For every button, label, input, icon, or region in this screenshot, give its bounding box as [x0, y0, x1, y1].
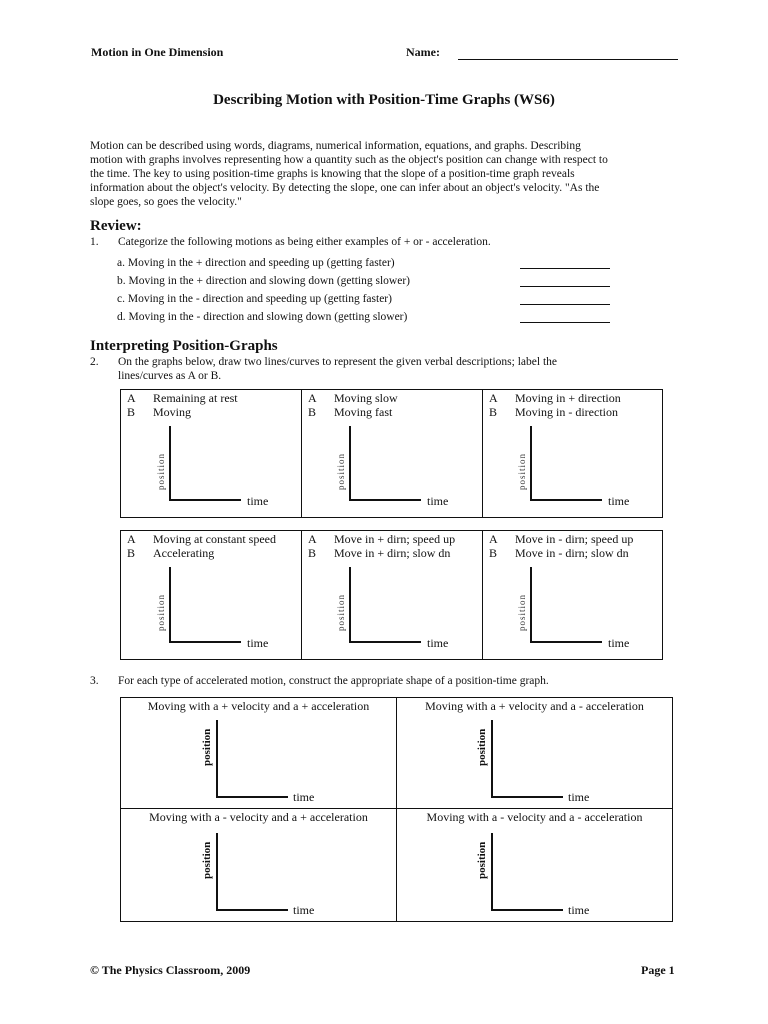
- accel-graph-cell[interactable]: [121, 809, 396, 921]
- label-a: A: [127, 391, 136, 405]
- graph-grid-row2: [120, 530, 663, 660]
- page-title: Describing Motion with Position-Time Graphs (WS6): [213, 92, 555, 108]
- cell-title: Moving with a - velocity and a - acceleration: [426, 810, 643, 824]
- y-axis-label: position: [156, 452, 166, 490]
- label-b: B: [127, 405, 136, 419]
- name-blank[interactable]: [458, 59, 678, 60]
- label-b: B: [127, 546, 136, 560]
- x-axis: [349, 641, 421, 643]
- graph-grid-row1: [120, 389, 663, 518]
- q3-number: 3.: [90, 675, 99, 687]
- label-a: A: [127, 532, 136, 546]
- description-b: Moving in - direction: [515, 405, 618, 419]
- description-b: Moving fast: [334, 405, 393, 419]
- q2-text-line2: lines/curves as A or B.: [118, 370, 222, 382]
- label-a: A: [489, 391, 498, 405]
- y-axis: [530, 567, 532, 642]
- y-axis: [530, 426, 532, 500]
- x-axis: [169, 499, 241, 501]
- x-axis-label: time: [247, 636, 269, 650]
- q1-text: Categorize the following motions as being either examples of + or - acceleration.: [118, 236, 491, 248]
- y-axis-label: position: [336, 452, 346, 490]
- answer-blank-b[interactable]: [520, 286, 610, 287]
- description-a: Moving slow: [334, 391, 398, 405]
- y-axis: [216, 833, 218, 910]
- description-b: Move in - dirn; slow dn: [515, 546, 629, 560]
- q2-number: 2.: [90, 356, 99, 368]
- intro-line: information about the object's velocity. By detecting the slope, one can infer about an object's velocity. "As the: [90, 182, 600, 194]
- y-axis-label: position: [201, 728, 213, 766]
- x-axis-label: time: [247, 494, 269, 508]
- answer-blank-d[interactable]: [520, 322, 610, 323]
- x-axis-label: time: [293, 903, 315, 917]
- graph-cell[interactable]: [483, 390, 663, 517]
- intro-line: motion with graphs involves representing how a quantity such as the object's position can change with respect to: [90, 154, 608, 166]
- accel-graph-cell[interactable]: [121, 698, 396, 808]
- x-axis: [491, 796, 563, 798]
- x-axis-label: time: [427, 494, 449, 508]
- y-axis: [491, 833, 493, 910]
- cell-title: Moving with a + velocity and a + acceleration: [147, 699, 370, 713]
- review-heading: Review:: [90, 218, 142, 234]
- x-axis: [349, 499, 421, 501]
- x-axis: [169, 641, 241, 643]
- x-axis: [530, 641, 602, 643]
- review-item-a: a. Moving in the + direction and speeding up (getting faster): [117, 257, 395, 269]
- name-label: Name:: [406, 45, 440, 59]
- answer-blank-a[interactable]: [520, 268, 610, 269]
- q2-text-line1: On the graphs below, draw two lines/curves to represent the given verbal descriptions; label the: [118, 356, 557, 368]
- review-item-d: d. Moving in the - direction and slowing down (getting slower): [117, 311, 408, 323]
- y-axis: [349, 567, 351, 642]
- description-a: Move in + dirn; speed up: [334, 532, 456, 546]
- label-b: B: [489, 546, 498, 560]
- interpreting-heading: Interpreting Position-Graphs: [90, 338, 278, 354]
- q3-text: For each type of accelerated motion, construct the appropriate shape of a position-time graph.: [118, 675, 549, 687]
- y-axis-label: position: [201, 841, 213, 879]
- accel-graph-grid: [120, 697, 673, 922]
- x-axis-label: time: [293, 790, 315, 804]
- label-a: A: [489, 532, 498, 546]
- review-item-b: b. Moving in the + direction and slowing down (getting slower): [117, 275, 410, 287]
- description-a: Move in - dirn; speed up: [515, 532, 634, 546]
- cell-title: Moving with a - velocity and a + acceleration: [149, 810, 368, 824]
- x-axis: [530, 499, 602, 501]
- x-axis-label: time: [568, 903, 590, 917]
- intro-line: Motion can be described using words, diagrams, numerical information, equations, and graphs. Describing: [90, 140, 581, 152]
- description-b: Move in + dirn; slow dn: [334, 546, 451, 560]
- graph-cell[interactable]: [121, 390, 301, 517]
- label-a: A: [308, 391, 317, 405]
- y-axis: [491, 720, 493, 797]
- label-b: B: [308, 546, 317, 560]
- course-title: Motion in One Dimension: [91, 45, 224, 59]
- x-axis: [216, 796, 288, 798]
- description-a: Remaining at rest: [153, 391, 238, 405]
- x-axis-label: time: [608, 636, 630, 650]
- intro-line: the time. The key to using position-time graphs is knowing that the slope of a position-time graph reveals: [90, 168, 575, 180]
- y-axis-label: position: [476, 728, 488, 766]
- y-axis: [169, 426, 171, 500]
- intro-line: slope goes, so goes the velocity.": [90, 196, 242, 208]
- page-number: Page 1: [641, 963, 675, 977]
- description-b: Moving: [153, 405, 192, 419]
- q1-number: 1.: [90, 236, 99, 248]
- accel-graph-cell[interactable]: [397, 809, 672, 921]
- label-b: B: [489, 405, 498, 419]
- description-a: Moving in + direction: [515, 391, 621, 405]
- y-axis: [216, 720, 218, 797]
- graph-cell[interactable]: [302, 390, 482, 517]
- y-axis: [349, 426, 351, 500]
- x-axis-label: time: [608, 494, 630, 508]
- y-axis-label: position: [476, 841, 488, 879]
- label-b: B: [308, 405, 317, 419]
- x-axis-label: time: [568, 790, 590, 804]
- accel-graph-cell[interactable]: [397, 698, 672, 808]
- description-b: Accelerating: [153, 546, 215, 560]
- y-axis-label: position: [336, 593, 346, 631]
- x-axis: [216, 909, 288, 911]
- answer-blank-c[interactable]: [520, 304, 610, 305]
- intro-paragraph: [90, 139, 730, 209]
- label-a: A: [308, 532, 317, 546]
- graph-cell[interactable]: [483, 531, 663, 659]
- x-axis-label: time: [427, 636, 449, 650]
- y-axis-label: position: [156, 593, 166, 631]
- copyright: © The Physics Classroom, 2009: [90, 963, 251, 977]
- description-a: Moving at constant speed: [153, 532, 276, 546]
- y-axis-label: position: [517, 593, 527, 631]
- x-axis: [491, 909, 563, 911]
- cell-title: Moving with a + velocity and a - acceleration: [425, 699, 644, 713]
- graph-cell[interactable]: [121, 531, 301, 659]
- graph-cell[interactable]: [302, 531, 482, 659]
- y-axis-label: position: [517, 452, 527, 490]
- review-item-c: c. Moving in the - direction and speeding up (getting faster): [117, 293, 392, 305]
- y-axis: [169, 567, 171, 642]
